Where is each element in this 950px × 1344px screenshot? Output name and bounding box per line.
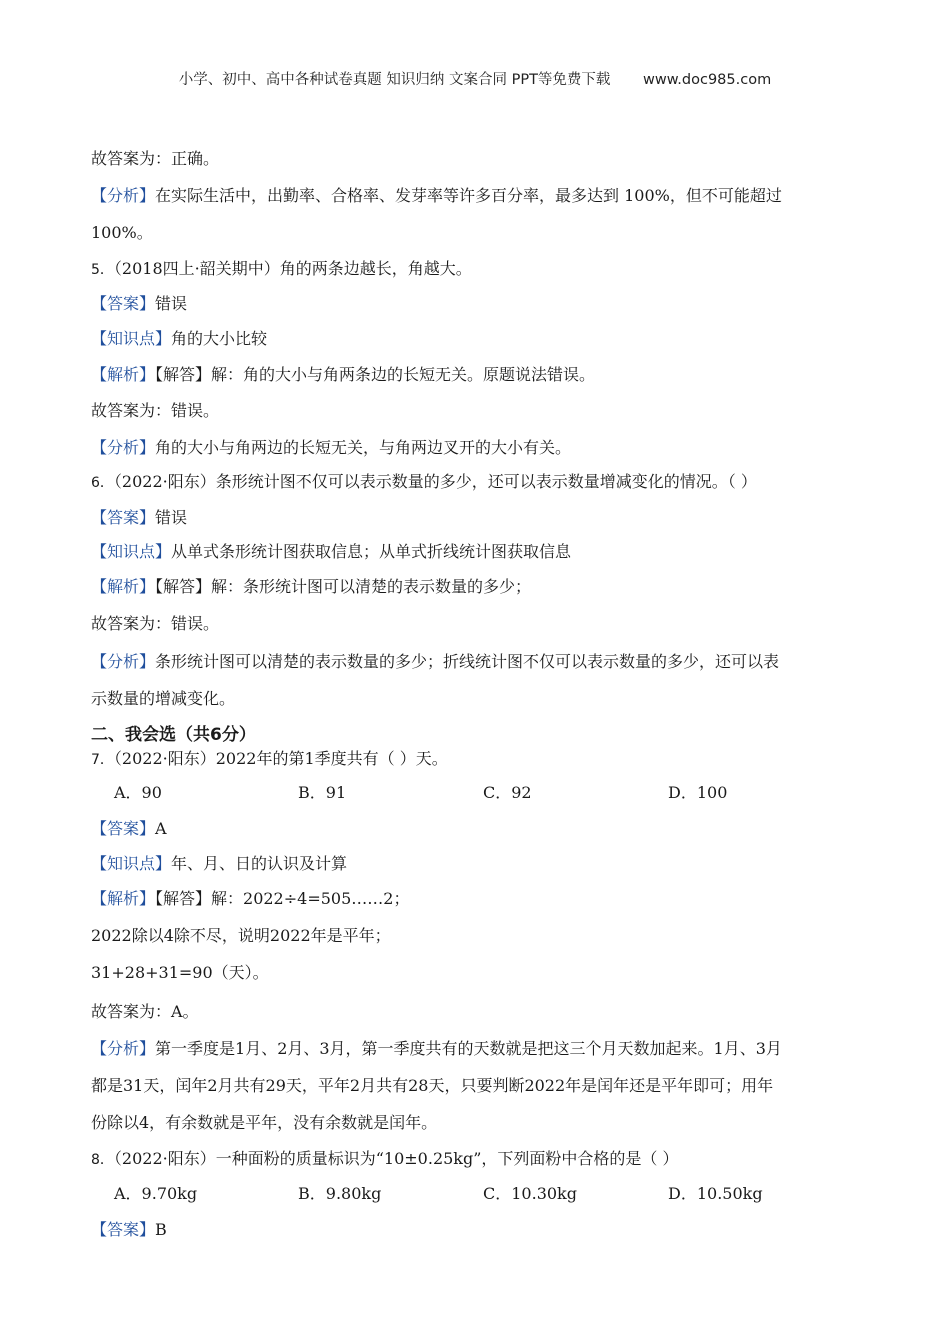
q8-option-c: C．10.30kg [483, 1184, 577, 1203]
explanation-line: 【解析】【解答】解：条形统计图可以清楚的表示数量的多少； [91, 577, 532, 596]
analysis-tag: 【分析】 [91, 186, 156, 205]
q7-option-c: C．92 [483, 783, 532, 802]
analysis-line: 【分析】第一季度是1月、2月、3月，第一季度共有的天数就是把这三个月天数加起来。1月、3月 [91, 1039, 782, 1058]
explanation-tag: 【解析】 [91, 889, 156, 908]
text-line: 示数量的增减变化。 [91, 689, 236, 708]
question-number: 8． [91, 1152, 114, 1168]
section-heading: 二、我会选（共6分） [91, 725, 256, 745]
q8-option-a: A．9.70kg [114, 1184, 198, 1203]
q7-option-a: A．90 [114, 783, 162, 802]
knowledge-tag: 【知识点】 [91, 329, 172, 348]
explanation-tag: 【解析】 [91, 365, 156, 384]
q7-option-d: D．100 [668, 783, 728, 802]
analysis-tag: 【分析】 [91, 652, 156, 671]
question-6: 6．（2022·阳东）条形统计图不仅可以表示数量的多少，还可以表示数量增减变化的情况。（ ） [91, 472, 757, 491]
text-line: 故答案为：A。 [91, 1002, 199, 1021]
answer-line: 【答案】错误 [91, 294, 188, 313]
answer-tag: 【答案】 [91, 294, 156, 313]
analysis-line: 【分析】条形统计图可以清楚的表示数量的多少；折线统计图不仅可以表示数量的多少，还可以表 [91, 652, 780, 671]
question-number: 6． [91, 475, 114, 491]
answer-line: 【答案】B [91, 1220, 167, 1239]
answer-line: 【答案】错误 [91, 508, 188, 527]
header-text: 小学、初中、高中各种试卷真题 知识归纳 文案合同 PPT等免费下载 [178, 72, 611, 88]
text-line: 31+28+31=90（天）。 [91, 963, 269, 982]
question-8: 8．（2022·阳东）一种面粉的质量标识为“10±0.25kg”，下列面粉中合格的是（ ） [91, 1149, 679, 1168]
question-number: 5． [91, 262, 114, 278]
explanation-line: 【解析】【解答】解：角的大小与角两条边的长短无关。原题说法错误。 [91, 365, 596, 384]
knowledge-tag: 【知识点】 [91, 854, 172, 873]
text-line: 2022除以4除不尽，说明2022年是平年； [91, 926, 391, 945]
knowledge-line: 【知识点】年、月、日的认识及计算 [91, 854, 348, 873]
q8-option-d: D．10.50kg [668, 1184, 763, 1203]
text-line: 故答案为：正确。 [91, 149, 220, 168]
q8-option-b: B．9.80kg [298, 1184, 382, 1203]
answer-line: 【答案】A [91, 819, 167, 838]
answer-tag: 【答案】 [91, 508, 156, 527]
answer-tag: 【答案】 [91, 819, 156, 838]
analysis-tag: 【分析】 [91, 438, 156, 457]
text-line: 都是31天，闰年2月共有29天，平年2月共有28天，只要判断2022年是闰年还是平年即可；用年 [91, 1076, 774, 1095]
analysis-line: 【分析】在实际生活中，出勤率、合格率、发芽率等许多百分率，最多达到 100%，但不可能超过 [91, 186, 782, 205]
question-5: 5．（2018四上·韶关期中）角的两条边越长，角越大。 [91, 259, 472, 278]
text-line: 份除以4，有余数就是平年，没有余数就是闰年。 [91, 1113, 438, 1132]
q7-option-b: B．91 [298, 783, 347, 802]
text-line: 100%。 [91, 223, 153, 242]
knowledge-line: 【知识点】角的大小比较 [91, 329, 268, 348]
question-number: 7． [91, 752, 114, 768]
analysis-line: 【分析】角的大小与角两边的长短无关，与角两边叉开的大小有关。 [91, 438, 572, 457]
analysis-tag: 【分析】 [91, 1039, 156, 1058]
knowledge-tag: 【知识点】 [91, 542, 172, 561]
text-line: 故答案为：错误。 [91, 614, 220, 633]
page-header [0, 68, 950, 89]
question-7: 7．（2022·阳东）2022年的第1季度共有（ ）天。 [91, 749, 448, 768]
explanation-line: 【解析】【解答】解：2022÷4=505……2； [91, 889, 410, 908]
answer-tag: 【答案】 [91, 1220, 156, 1239]
text-line: 故答案为：错误。 [91, 401, 220, 420]
explanation-tag: 【解析】 [91, 577, 156, 596]
header-site: www.doc985.com [643, 72, 772, 88]
knowledge-line: 【知识点】从单式条形统计图获取信息；从单式折线统计图获取信息 [91, 542, 572, 561]
